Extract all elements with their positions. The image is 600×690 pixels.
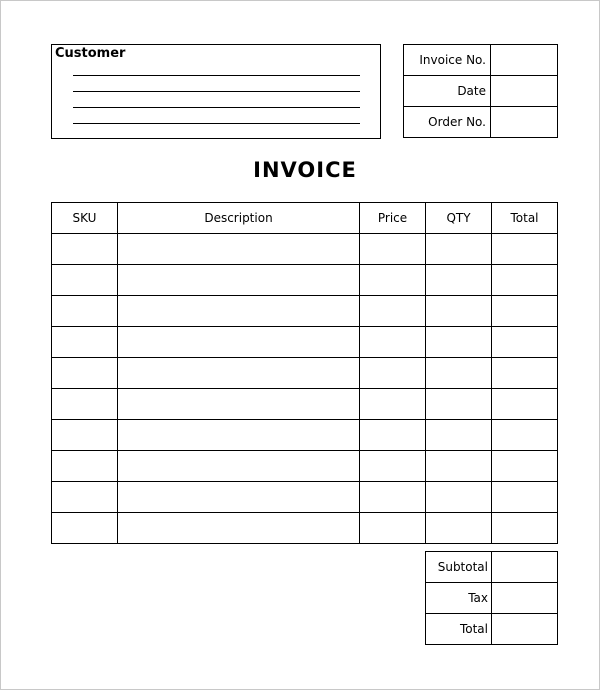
qty-cell[interactable] [426, 420, 492, 451]
subtotal-field[interactable] [492, 552, 558, 583]
total-cell[interactable] [492, 513, 558, 544]
table-row [52, 482, 558, 513]
sku-cell[interactable] [52, 358, 118, 389]
total-cell[interactable] [492, 234, 558, 265]
meta-row-invoice-no [404, 45, 558, 76]
subtotal-label: Subtotal [426, 552, 492, 583]
order-no-field[interactable] [491, 107, 558, 138]
table-row [52, 420, 558, 451]
price-cell[interactable] [360, 358, 426, 389]
qty-cell[interactable] [426, 513, 492, 544]
description-cell[interactable] [118, 327, 360, 358]
qty-cell[interactable] [426, 451, 492, 482]
sku-cell[interactable] [52, 420, 118, 451]
tax-field[interactable] [492, 583, 558, 614]
price-cell[interactable] [360, 327, 426, 358]
totals-table [425, 551, 558, 645]
table-row [52, 389, 558, 420]
total-cell[interactable] [492, 389, 558, 420]
meta-row-order-no [404, 107, 558, 138]
invoice-no-label: Invoice No. [404, 45, 491, 76]
tax-row [426, 583, 558, 614]
table-row [52, 451, 558, 482]
total-row [426, 614, 558, 645]
qty-cell[interactable] [426, 389, 492, 420]
qty-cell[interactable] [426, 265, 492, 296]
description-cell[interactable] [118, 234, 360, 265]
qty-cell[interactable] [426, 234, 492, 265]
total-cell[interactable] [492, 265, 558, 296]
total-label: Total [426, 614, 492, 645]
price-cell[interactable] [360, 234, 426, 265]
total-cell[interactable] [492, 327, 558, 358]
header-total: Total [492, 203, 558, 234]
qty-cell[interactable] [426, 358, 492, 389]
total-cell[interactable] [492, 296, 558, 327]
sku-cell[interactable] [52, 513, 118, 544]
price-cell[interactable] [360, 451, 426, 482]
table-row [52, 234, 558, 265]
description-cell[interactable] [118, 451, 360, 482]
description-cell[interactable] [118, 482, 360, 513]
invoice-no-field[interactable] [491, 45, 558, 76]
price-cell[interactable] [360, 296, 426, 327]
total-cell[interactable] [492, 358, 558, 389]
customer-label: Customer [55, 46, 126, 61]
price-cell[interactable] [360, 420, 426, 451]
invoice-title: INVOICE [253, 158, 357, 182]
description-cell[interactable] [118, 265, 360, 296]
qty-cell[interactable] [426, 296, 492, 327]
header-qty: QTY [426, 203, 492, 234]
meta-row-date [404, 76, 558, 107]
description-cell[interactable] [118, 513, 360, 544]
total-field[interactable] [492, 614, 558, 645]
total-cell[interactable] [492, 420, 558, 451]
sku-cell[interactable] [52, 327, 118, 358]
tax-label: Tax [426, 583, 492, 614]
header-description: Description [118, 203, 360, 234]
description-cell[interactable] [118, 358, 360, 389]
total-cell[interactable] [492, 451, 558, 482]
table-row [52, 265, 558, 296]
price-cell[interactable] [360, 265, 426, 296]
customer-box [51, 44, 381, 139]
sku-cell[interactable] [52, 265, 118, 296]
header-sku: SKU [52, 203, 118, 234]
sku-cell[interactable] [52, 389, 118, 420]
sku-cell[interactable] [52, 482, 118, 513]
sku-cell[interactable] [52, 234, 118, 265]
price-cell[interactable] [360, 389, 426, 420]
price-cell[interactable] [360, 513, 426, 544]
table-row [52, 296, 558, 327]
customer-line[interactable] [73, 107, 360, 108]
date-field[interactable] [491, 76, 558, 107]
table-row [52, 358, 558, 389]
items-table [51, 202, 558, 544]
subtotal-row [426, 552, 558, 583]
sku-cell[interactable] [52, 296, 118, 327]
customer-line[interactable] [73, 75, 360, 76]
customer-line[interactable] [73, 123, 360, 124]
total-cell[interactable] [492, 482, 558, 513]
items-header-row [52, 203, 558, 234]
description-cell[interactable] [118, 389, 360, 420]
description-cell[interactable] [118, 296, 360, 327]
customer-line[interactable] [73, 91, 360, 92]
header-price: Price [360, 203, 426, 234]
qty-cell[interactable] [426, 482, 492, 513]
date-label: Date [404, 76, 491, 107]
qty-cell[interactable] [426, 327, 492, 358]
table-row [52, 513, 558, 544]
invoice-meta-table [403, 44, 558, 138]
items-body [52, 234, 558, 544]
price-cell[interactable] [360, 482, 426, 513]
table-row [52, 327, 558, 358]
sku-cell[interactable] [52, 451, 118, 482]
description-cell[interactable] [118, 420, 360, 451]
order-no-label: Order No. [404, 107, 491, 138]
